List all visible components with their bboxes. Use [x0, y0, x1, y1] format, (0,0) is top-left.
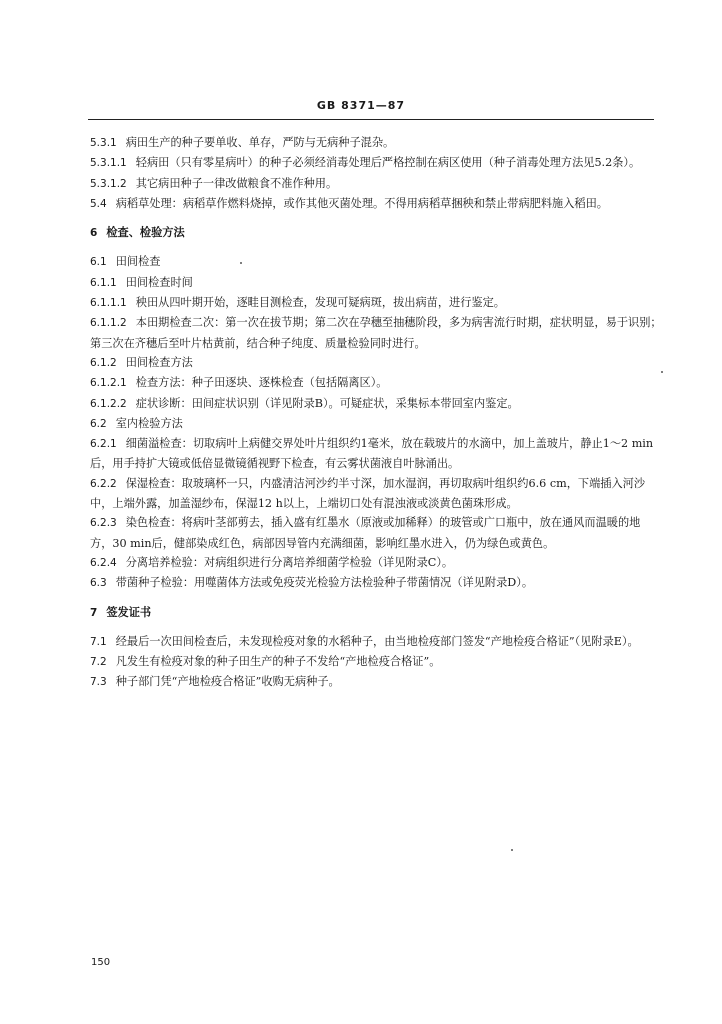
clause-text: 细菌溢检查：切取病叶上病健交界处叶片组织约1毫米，放在载玻片的水滴中，加上盖玻片，静止1～2 min后，用手持扩大镜或低倍显微镜循视野下检查，有云雾状菌液自叶脉涌出。	[90, 437, 654, 471]
clause-text: 经最后一次田间检查后，未发现检疫对象的水稻种子，由当地检疫部门签发“产地检疫合格证”（见附录E）。	[115, 634, 639, 648]
clause-7-1	[90, 632, 662, 652]
document-body	[90, 133, 662, 693]
clause-text: 田间检查方法	[125, 355, 193, 369]
clause-6-2-3	[90, 513, 662, 553]
section-heading-6	[90, 223, 662, 243]
clause-6-1-1	[90, 273, 662, 293]
clause-text: 轻病田（只有零星病叶）的种子必须经消毒处理后严格控制在病区使用（种子消毒处理方法见5.2条）。	[135, 156, 641, 170]
clause-text: 田间检查时间	[125, 275, 193, 289]
section-title: 签发证书	[106, 604, 152, 619]
clause-number: 5.3.1	[90, 137, 117, 149]
clause-number: 6.2	[90, 417, 107, 430]
clause-number: 5.4	[90, 197, 107, 210]
clause-text: 种子部门凭“产地检疫合格证”收购无病种子。	[115, 675, 340, 689]
clause-text: 带菌种子检验：用噬菌体方法或免疫荧光检验方法检验种子带菌情况（详见附录D）。	[115, 576, 534, 590]
clause-6-1-2-1	[90, 373, 662, 393]
scan-speck	[661, 371, 663, 373]
clause-6-1	[90, 252, 662, 272]
clause-5-4	[90, 194, 662, 214]
header-rule	[88, 119, 654, 120]
clause-7-2	[90, 652, 662, 672]
standard-code-header: GB 8371—87	[316, 99, 406, 112]
section-number: 6	[90, 227, 98, 240]
section-number: 7	[90, 606, 98, 619]
clause-number: 6.1.1.1	[90, 297, 127, 310]
spacer	[90, 623, 662, 632]
clause-text: 染色检查：将病叶茎部剪去，插入盛有红墨水（原液或加稀释）的玻管或广口瓶中，放在通风而温暖的地方，30 min后，健部染成红色，病部因导管内充满细菌，影响红墨水进入，仍为绿色或黄色。	[90, 516, 641, 550]
clause-text: 检查方法：种子田逐块、逐株检查（包括隔离区）。	[135, 376, 388, 390]
clause-5-3-1-2	[90, 174, 662, 194]
clause-number: 6.1.1.2	[90, 317, 127, 330]
page-number: 150	[91, 957, 111, 968]
clause-6-2-2	[90, 474, 662, 514]
clause-6-1-2-2	[90, 394, 662, 414]
clause-text: 凡发生有检疫对象的种子田生产的种子不发给“产地检疫合格证”。	[115, 655, 441, 669]
clause-number: 6.2.3	[90, 517, 117, 530]
clause-6-1-1-1	[90, 293, 662, 313]
clause-number: 7.2	[90, 656, 107, 669]
clause-6-1-2	[90, 353, 662, 373]
clause-number: 6.1.1	[90, 276, 117, 289]
clause-number: 6.2.2	[90, 477, 117, 490]
clause-7-3	[90, 672, 662, 692]
clause-number: 6.1	[90, 256, 107, 269]
scan-speck	[240, 262, 242, 264]
clause-text: 保湿检查：取玻璃杯一只，内盛清洁河沙约半寸深，加水湿润，再切取病叶组织约6.6 cm，下端插入河沙中，上端外露，加盖湿纱布，保湿12 h以上，上端切口处有混浊液或淡黄色菌珠形成。	[90, 476, 646, 511]
clause-text: 病田生产的种子要单收、单存，严防与无病种子混杂。	[125, 136, 395, 149]
clause-text: 分离培养检验：对病组织进行分离培养细菌学检验（详见附录C）。	[125, 555, 454, 569]
clause-number: 6.3	[90, 577, 107, 590]
clause-number: 6.1.2.1	[90, 377, 127, 390]
scan-speck	[511, 849, 513, 851]
clause-number: 6.1.2.2	[90, 397, 127, 410]
spacer	[90, 214, 662, 223]
section-heading-7	[90, 603, 662, 623]
clause-text: 秧田从四叶期开始，逐畦目测检查，发现可疑病斑，拔出病苗，进行鉴定。	[135, 296, 505, 310]
clause-number: 5.3.1.2	[90, 177, 127, 190]
clause-number: 6.2.4	[90, 556, 117, 569]
spacer	[90, 243, 662, 252]
clause-6-2	[90, 414, 662, 434]
clause-number: 6.1.2	[90, 356, 117, 369]
clause-text: 田间检查	[115, 255, 161, 269]
clause-6-2-1	[90, 434, 662, 474]
clause-number: 7.3	[90, 676, 107, 689]
clause-6-2-4	[90, 553, 662, 573]
clause-5-3-1-1	[90, 153, 662, 173]
spacer	[90, 594, 662, 603]
clause-6-1-1-2	[90, 313, 662, 353]
clause-text: 症状诊断：田间症状识别（详见附录B）。可疑症状，采集标本带回室内鉴定。	[135, 396, 519, 410]
clause-text: 其它病田种子一律改做粮食不准作种用。	[135, 176, 338, 190]
clause-number: 6.2.1	[90, 438, 117, 451]
section-title: 检查、检验方法	[106, 225, 185, 240]
clause-text: 本田期检查二次：第一次在拔节期；第二次在孕穗至抽穗阶段，多为病害流行时期，症状明显，易于识别；第三次在齐穗后至叶片枯黄前，结合种子纯度、质量检验同时进行。	[90, 316, 662, 350]
clause-text: 病稻草处理：病稻草作燃料烧掉，或作其他灭菌处理。不得用病稻草捆秧和禁止带病肥料施入稻田。	[115, 196, 608, 210]
clause-6-3	[90, 573, 662, 593]
clause-text: 室内检验方法	[115, 416, 183, 430]
clause-5-3-1	[90, 133, 662, 153]
clause-number: 7.1	[90, 635, 107, 648]
clause-number: 5.3.1.1	[90, 157, 127, 170]
